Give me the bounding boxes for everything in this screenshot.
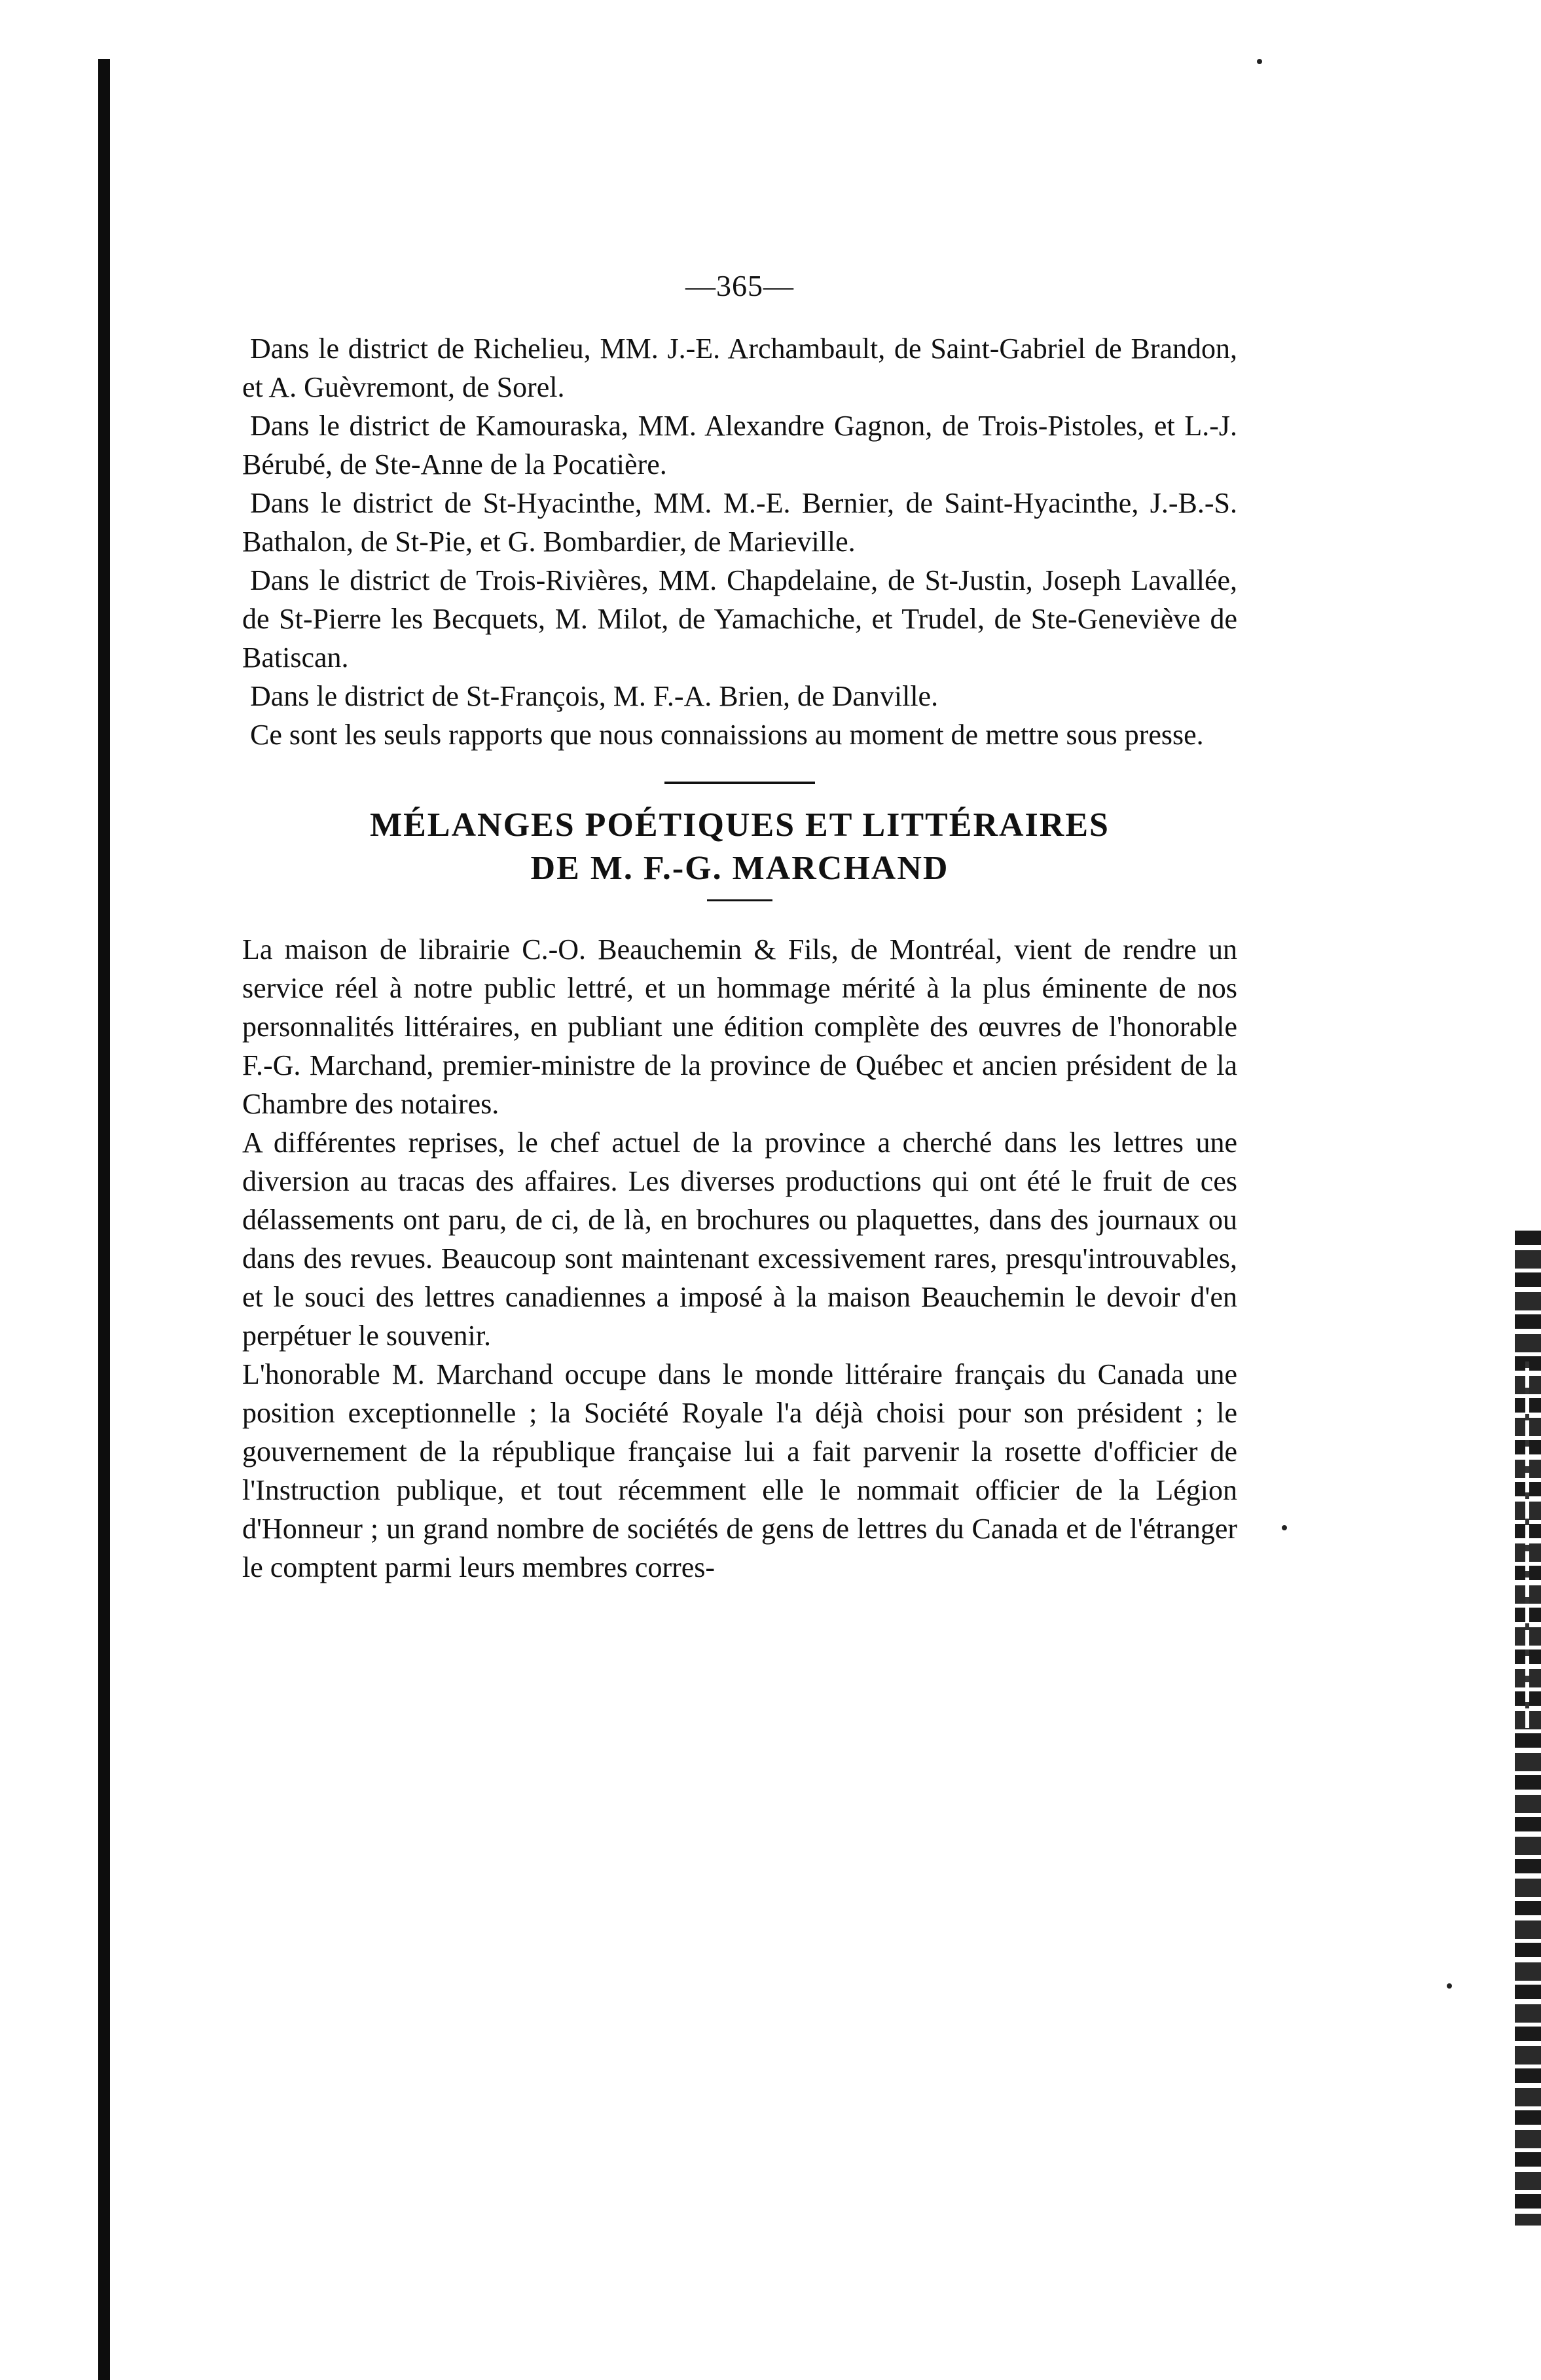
article-paragraph: A différentes reprises, le chef actuel de la province a cherché dans les lettres une diversion au tracas des affaires. Les diverses productions qui ont été le fruit de ces délassements ont paru, de ci, de là, en brochures ou plaquettes, dans des journaux ou dans des revues. Beaucoup sont maintenant excessivement rares, presqu'introuvables, et le souci des lettres canadiennes a imposé à la maison Beauchemin le devoir d'en perpétuer le souvenir.: [242, 1127, 1237, 1352]
page-number: —365—: [685, 269, 794, 302]
scan-edge-left: [98, 59, 110, 2380]
report-paragraph: Dans le district de Trois-Rivières, MM. Chapdelaine, de St-Justin, Joseph Lavallée, de St-Pierre les Becquets, M. Milot, de Yamachiche, et Trudel, de Ste-Geneviève de Batiscan.: [242, 564, 1237, 674]
article-paragraph: L'honorable M. Marchand occupe dans le monde littéraire français du Canada une position exceptionnelle ; la Société Royale l'a déjà choisi pour son président ; le gouvernement de la république française lui a fait parvenir la rosette d'officier de l'Instruction publique, et tout récemment elle le nommait officier de la Légion d'Honneur ; un grand nombre de sociétés de gens de lettres du Canada et de l'étranger le comptent parmi leurs membres corres-: [242, 1358, 1237, 1583]
article-title-line: MÉLANGES POÉTIQUES ET LITTÉRAIRES: [370, 806, 1110, 844]
scan-speck: [1282, 1525, 1287, 1530]
report-paragraph: Dans le district de St-Hyacinthe, MM. M.-E. Bernier, de Saint-Hyacinthe, J.-B.-S. Bathalon, de St-Pie, et G. Bombardier, de Marieville.: [242, 487, 1237, 558]
report-paragraph: Dans le district de Richelieu, MM. J.-E. Archambault, de Saint-Gabriel de Brandon, et A. Guèvremont, de Sorel.: [242, 333, 1237, 403]
page-content: [242, 268, 1237, 1587]
article-title-line: DE M. F.-G. MARCHAND: [530, 850, 949, 887]
scan-speck: [1257, 59, 1262, 64]
title-divider: [707, 899, 772, 901]
report-paragraph: Ce sont les seuls rapports que nous connaissions au moment de mettre sous presse.: [250, 719, 1204, 751]
scan-speck: [1447, 1983, 1452, 1989]
report-paragraph: Dans le district de Kamouraska, MM. Alexandre Gagnon, de Trois-Pistoles, et L.-J. Bérubé, de Ste-Anne de la Pocatière.: [242, 410, 1237, 480]
article-title: [242, 804, 1237, 890]
reports-section: [242, 329, 1237, 754]
scan-edge-right-marks: [1525, 1361, 1529, 1728]
article-paragraph: La maison de librairie C.-O. Beauchemin & Fils, de Montréal, vient de rendre un service réel à notre public lettré, et un hommage mérité à la plus éminente de nos personnalités littéraires, en publiant une édition complète des œuvres de l'honorable F.-G. Marchand, premier-ministre de la province de Québec et ancien président de la Chambre des notaires.: [242, 933, 1237, 1120]
article-body: [242, 930, 1237, 1587]
report-paragraph: Dans le district de St-François, M. F.-A. Brien, de Danville.: [250, 680, 939, 712]
section-divider: [664, 782, 815, 784]
